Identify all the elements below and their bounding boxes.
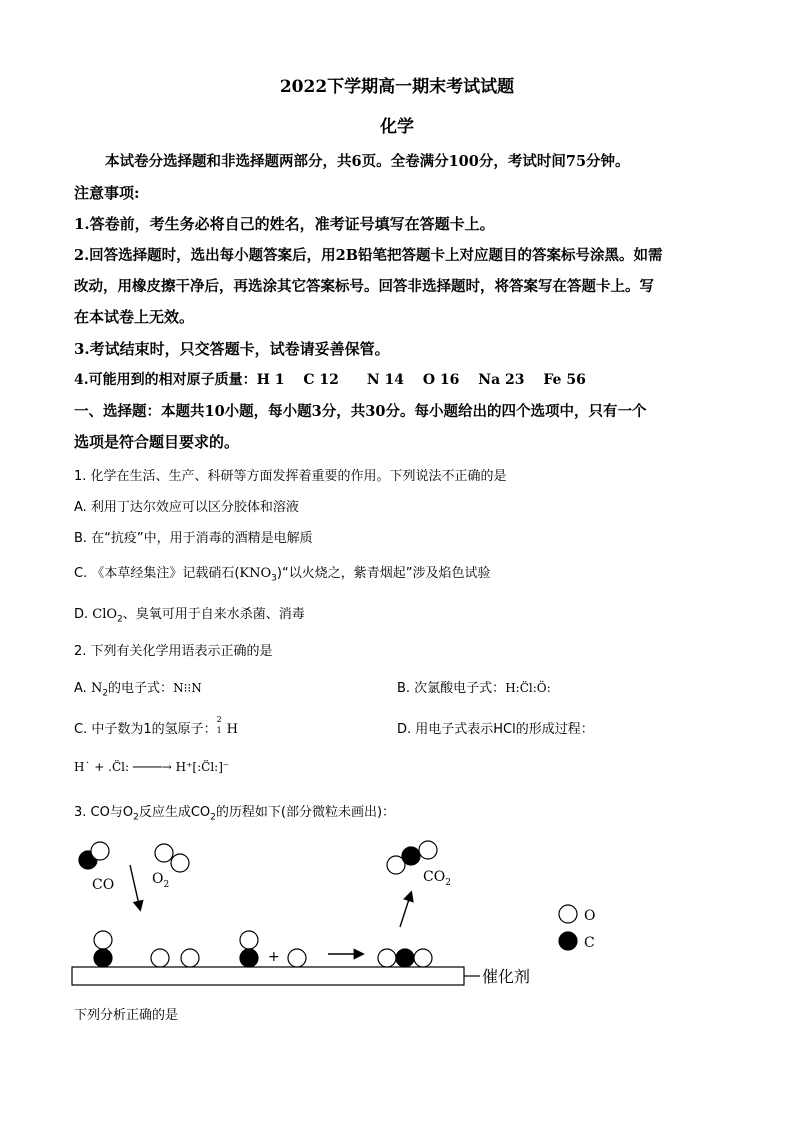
section1-heading-line1: 一、选择题：本题共10小题，每小题3分，共30分。每小题给出的四个选项中，只有一个 [74,403,647,420]
co-label: CO [92,877,115,893]
q2-option-d-arrow: ────→ [132,760,172,774]
q1-option-a: A. 利用丁达尔效应可以区分胶体和溶液 [74,500,299,515]
legend-c-marker [559,932,577,950]
notice-item-2-line3: 在本试卷上无效。 [74,308,195,326]
legend-o-marker [559,905,577,923]
q2-option-b-electron-formula: H:C̈l:Ö: [505,681,551,695]
adsorption-arrow [130,865,140,909]
q2-option-a [74,677,202,699]
adsorbed-co [94,931,112,967]
q1-option-c-formula: KNO [239,566,272,581]
adsorbed-co2 [378,949,432,967]
q2-option-c-nuclide [216,715,227,735]
q1-option-d [74,603,305,625]
plus-sign: + [268,949,280,965]
q1-option-d-formula: ClO [92,607,118,622]
q1-option-c-sub: 3 [271,573,277,584]
q3-stem-post: 的历程如下(部分微粒未画出)： [215,805,396,820]
catalyst-surface [72,967,464,985]
q1-option-d-post: 、臭氧可用于自来水杀菌、消毒 [122,607,305,622]
notice-item-4: 4.可能用到的相对原子质量：H 1 C 12 N 14 O 16 Na 23 Fe 56 [74,372,586,388]
q3-stem-mid: 反应生成 [138,805,191,820]
q2-option-a-electron-formula: N⁝⁝N [173,681,202,695]
o2-molecule [155,844,189,872]
q3-stem-co2-sub: 2 [210,812,216,823]
q1-option-b: B. 在“抗疫”中，用于消毒的酒精是电解质 [74,531,313,546]
q1-option-d-pre: D. [74,607,93,622]
reaction-diagram [60,835,620,995]
legend-o-label: O [584,908,596,924]
catalyst-label: 催化剂 [482,967,531,986]
q3-stem-co2: CO [190,805,211,820]
q2-option-a-pre: A. [74,681,91,696]
q2-option-b [397,677,551,696]
q2-option-c [74,715,238,737]
intro-text: 本试卷分选择题和非选择题两部分，共6页。全卷满分100分，考试时间75分钟。 [105,153,630,170]
adsorbed-o-atom [288,949,306,967]
q2-option-a-sub: 2 [102,688,109,699]
q3-stem-o2: O [122,805,134,820]
subject-title: 化学 [380,117,414,137]
q2-option-a-post: 的电子式： [108,681,174,696]
q2-option-d: D. 用电子式表示HCl的形成过程： [397,722,594,737]
q2-option-d-formation [74,760,229,774]
notice-heading: 注意事项: [74,184,140,202]
q2-option-d-right: H⁺[:C̈l:]⁻ [171,760,230,774]
notice-item-3: 3.考试结束时，只交答题卡，试卷请妥善保管。 [74,340,390,358]
q3-analysis-prompt: 下列分析正确的是 [74,1008,179,1023]
legend [559,905,595,951]
q3-stem-o2-sub: 2 [133,812,139,823]
q2-option-b-label: B. 次氯酸电子式： [397,681,506,696]
q1-option-c [74,562,490,584]
q3-stem-pre: 3. CO与 [74,805,123,820]
q2-option-c-mass-number: 2 [216,715,222,724]
co-molecule [79,842,109,869]
notice-item-2-line1: 2.回答选择题时，选出每小题答案后，用2B铅笔把答题卡上对应题目的答案标号涂黑。如需 [74,247,663,264]
notice-item-1: 1.答卷前，考生务必将自己的姓名，准考证号填写在答题卡上。 [74,215,495,233]
adsorbed-o2 [151,949,199,967]
q2-option-c-label: C. 中子数为1的氢原子： [74,722,217,737]
q1-stem: 1. 化学在生活、生产、科研等方面发挥着重要的作用。下列说法不正确的是 [74,469,507,484]
q1-option-d-sub: 2 [117,614,123,625]
adsorbed-co-2 [240,931,258,967]
q2-stem: 2. 下列有关化学用语表示正确的是 [74,644,273,659]
q2-option-c-symbol: H [226,722,238,737]
legend-c-label: C [584,935,595,951]
co2-label: $CO_2$ [423,869,451,888]
q3-stem [74,801,395,823]
notice-item-2-line2: 改动，用橡皮擦干净后，再选涂其它答案标号。回答非选择题时，将答案写在答题卡上。写 [74,278,654,295]
q2-option-a-formula: N [90,681,103,696]
q2-option-d-left: H˙ + .C̈l: [74,760,133,774]
exam-title: 2022下学期高一期末考试试题 [279,77,515,97]
desorption-arrow [400,893,411,927]
o2-label: $O_2$ [152,871,170,890]
q1-option-c-post: )“以火烧之，紫青烟起”涉及焰色试验 [276,566,491,581]
q2-option-c-atomic-number: 1 [216,726,222,735]
section1-heading-line2: 选项是符合题目要求的。 [74,433,240,451]
q1-option-c-pre: C. 《本草经集注》记载硝石( [74,566,240,581]
